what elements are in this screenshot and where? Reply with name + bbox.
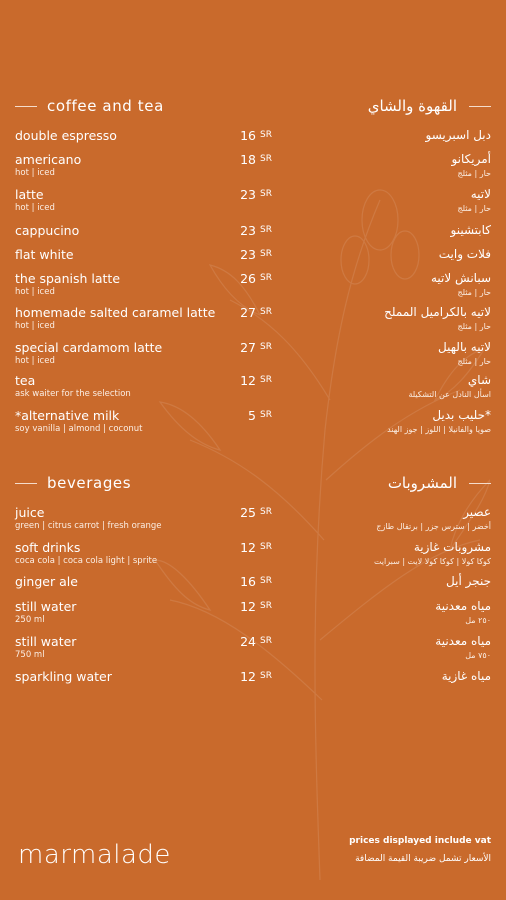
item-options-en: 750 ml [15, 650, 45, 660]
marmalade-logo: marmalade [18, 840, 171, 870]
item-options-en: hot | iced [15, 168, 55, 178]
section-title-en: coffee and tea [47, 97, 164, 115]
price-unit: SR [260, 636, 272, 646]
price-unit: SR [260, 249, 272, 259]
item-name-ar: مياه معدنية [435, 634, 491, 648]
price-unit: SR [260, 154, 272, 164]
item-options-en: coca cola | coca cola light | sprite [15, 556, 158, 566]
item-options-ar: حار | مثلج [457, 169, 491, 178]
price-unit: SR [260, 307, 272, 317]
item-name-ar: مشروبات غازية [413, 540, 491, 554]
price-unit: SR [260, 375, 272, 385]
item-name-en: still water [15, 599, 77, 614]
section-title-en: beverages [47, 474, 132, 492]
item-price: 12 [240, 540, 256, 555]
item-name-en: the spanish latte [15, 271, 121, 286]
item-options-ar: صويا والفانيلا | اللوز | جوز الهند [387, 425, 491, 434]
price-unit: SR [260, 671, 272, 681]
divider-line [15, 483, 37, 484]
item-name-en: still water [15, 634, 77, 649]
item-name-ar: أمريكانو [451, 152, 491, 166]
item-name-en: soft drinks [15, 540, 81, 555]
section-title-ar: المشروبات [387, 474, 457, 492]
item-name-ar: جنجر أيل [446, 574, 491, 588]
item-name-ar: كابتشينو [450, 223, 491, 237]
item-price: 24 [240, 634, 256, 649]
item-name-en: tea [15, 373, 36, 388]
price-unit: SR [260, 189, 272, 199]
item-name-en: cappucino [15, 223, 80, 238]
item-name-ar: لاتيه [470, 187, 491, 201]
price-unit: SR [260, 542, 272, 552]
item-name-ar: *حليب بديل [432, 408, 491, 422]
section-header-coffee-and-tea [0, 97, 506, 119]
item-options-en: ask waiter for the selection [15, 389, 131, 399]
item-price: 27 [240, 340, 256, 355]
item-name-ar: لاتيه بالهيل [438, 340, 491, 354]
item-options-ar: حار | مثلج [457, 322, 491, 331]
item-name-ar: سبانش لاتيه [430, 271, 491, 285]
item-options-en: hot | iced [15, 203, 55, 213]
price-unit: SR [260, 601, 272, 611]
item-name-en: *alternative milk [15, 408, 120, 423]
item-price: 12 [240, 599, 256, 614]
item-name-en: latte [15, 187, 44, 202]
section-header-beverages [0, 474, 506, 496]
item-name-en: juice [15, 505, 45, 520]
price-unit: SR [260, 410, 272, 420]
item-options-en: hot | iced [15, 321, 55, 331]
price-unit: SR [260, 273, 272, 283]
item-price: 16 [240, 574, 256, 589]
item-options-ar: كوكا كولا | كوكا كولا لايت | سبرايت [373, 557, 491, 566]
item-name-ar: مياه معدنية [435, 599, 491, 613]
price-unit: SR [260, 342, 272, 352]
section-title-ar: القهوة والشاي [367, 97, 457, 115]
item-options-ar: اسأل النادل عن التشكيلة [408, 390, 491, 399]
item-name-en: ginger ale [15, 574, 78, 589]
item-options-en: hot | iced [15, 287, 55, 297]
item-price: 26 [240, 271, 256, 286]
item-name-ar: شاي [467, 373, 491, 387]
item-name-en: double espresso [15, 128, 117, 143]
item-name-ar: دبل اسبريسو [425, 128, 491, 142]
item-name-en: flat white [15, 247, 74, 262]
price-unit: SR [260, 576, 272, 586]
item-name-ar: مياه غازية [441, 669, 491, 683]
item-price: 5 [248, 408, 256, 423]
item-options-ar: أخضر | سترس جزر | برتقال طازج [376, 522, 491, 531]
divider-line [15, 106, 37, 107]
item-options-ar: حار | مثلج [457, 204, 491, 213]
item-price: 23 [240, 247, 256, 262]
item-name-en: homemade salted caramel latte [15, 305, 216, 320]
item-options-en: green | citrus carrot | fresh orange [15, 521, 162, 531]
item-options-ar: حار | مثلج [457, 357, 491, 366]
item-name-en: americano [15, 152, 82, 167]
item-price: 27 [240, 305, 256, 320]
divider-line [469, 483, 491, 484]
vat-notice-ar: الأسعار تشمل ضريبة القيمة المضافة [355, 854, 491, 864]
item-options-en: 250 ml [15, 615, 45, 625]
item-name-ar: فلات وايت [438, 247, 491, 261]
price-unit: SR [260, 507, 272, 517]
item-options-en: hot | iced [15, 356, 55, 366]
item-options-ar: ٧٥٠ مل [465, 651, 491, 660]
item-options-ar: ٢٥٠ مل [465, 616, 491, 625]
item-name-ar: لاتيه بالكراميل المملح [384, 305, 491, 319]
price-unit: SR [260, 130, 272, 140]
item-options-ar: حار | مثلج [457, 288, 491, 297]
item-price: 18 [240, 152, 256, 167]
price-unit: SR [260, 225, 272, 235]
item-name-ar: عصير [463, 505, 491, 519]
divider-line [469, 106, 491, 107]
item-price: 23 [240, 223, 256, 238]
item-options-en: soy vanilla | almond | coconut [15, 424, 143, 434]
item-name-en: special cardamom latte [15, 340, 163, 355]
vat-notice-en: prices displayed include vat [349, 836, 491, 846]
item-name-en: sparkling water [15, 669, 112, 684]
item-price: 25 [240, 505, 256, 520]
item-price: 23 [240, 187, 256, 202]
item-price: 16 [240, 128, 256, 143]
item-price: 12 [240, 373, 256, 388]
item-price: 12 [240, 669, 256, 684]
